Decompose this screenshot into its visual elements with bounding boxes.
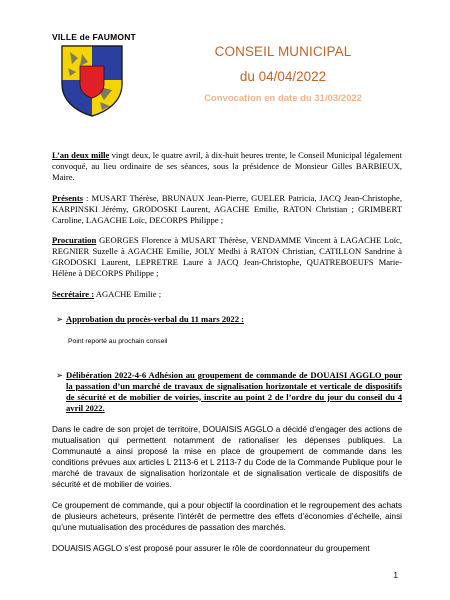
agenda-point-2-title: Délibération 2022-4-6 Adhésion au groupement de commande de DOUAISI AGGLO pour la passation d’un marché de travaux de signalisation horizontale et verticale de dispositifs de sécurité et de mobilier de voiries, inscrite au point 2 de l’ordre du jour du conseil du 4 avril 2022. <box>66 369 402 413</box>
page-number: 1 <box>393 571 398 580</box>
agenda-point-1-title: Approbation du procès-verbal du 11 mars 2022 : <box>66 313 245 324</box>
presents-label: Présents <box>52 192 84 203</box>
coat-of-arms-logo <box>60 44 124 118</box>
body-paragraph-3: DOUAISIS AGGLO s’est proposé pour assurer le rôle de coordonnateur du groupement <box>52 543 370 553</box>
intro-lead: L’an deux mille <box>52 150 110 160</box>
intro-paragraph <box>52 150 402 183</box>
document-header <box>0 0 450 130</box>
presents-paragraph <box>52 193 402 226</box>
secretaire-label: Secrétaire : <box>52 289 95 300</box>
agenda-point-1 <box>56 314 402 325</box>
title-block <box>188 44 378 104</box>
intro-text: vingt deux, le quatre avril, à dix-huit heures trente, le Conseil Municipal légalement convoqué, au lieu ordinaire de ses séances, sous la présidence de Monsieur Gilles BARBIEUX, Maire. <box>52 150 402 182</box>
secretaire-paragraph <box>52 289 402 300</box>
town-name: VILLE de FAUMONT <box>52 32 136 42</box>
convocation-date: Convocation en date du 31/03/2022 <box>204 93 362 104</box>
arrow-bullet-icon: ➢ <box>56 313 64 324</box>
arrow-bullet-icon: ➢ <box>56 369 64 380</box>
agenda-point-2 <box>56 370 402 414</box>
document-title: CONSEIL MUNICIPAL <box>214 44 352 59</box>
agenda-point-1-note: Point reporté au prochain conseil <box>68 337 168 345</box>
procuration-label: Procuration <box>52 235 97 246</box>
procuration-paragraph <box>52 235 402 279</box>
body-paragraph-2: Ce groupement de commande, qui a pour objectif la coordination et le regroupement des achats de plusieurs acheteurs, présente l’intérêt de permettre des effets d’économies d’échelle, ainsi qu’une mutualisation des procédures de passation des marchés. <box>52 500 402 532</box>
presents-list: : MUSART Thérèse, BRUNAUX Jean-Pierre, GUELER Patricia, JACQ Jean-Christophe, KARPINSKI Jérémy, GRODOSKI Laurent, AGACHE Emilie, RATON Christian ; GRIMBERT Caroline, LAGACHE Loïc, DECORPS Philippe ; <box>52 192 402 225</box>
procuration-list: GEORGES Florence à MUSART Thérèse, VENDAMME Vincent à LAGACHE Loïc, REGNIER Suzelle à AGACHE Emilie, JOLY Medhi à RATON Christian, CATILLON Sandrine à GRODOSKI Laurent, LEPRETRE Laure à JACQ Jean-Christophe, QUATREBOEUFS Marie-Hélène à DECORPS Philippe ; <box>52 235 402 279</box>
secretaire-name: AGACHE Emilie ; <box>94 289 162 300</box>
meeting-date: du 04/04/2022 <box>239 69 327 84</box>
document-body <box>52 150 402 564</box>
body-paragraph-1: Dans le cadre de son projet de territoire, DOUAISIS AGGLO a décidé d’engager des actions de mutualisation qui permettent notamment de rationaliser les dépenses publiques. La Communauté a ainsi proposé la mise en place de groupement de commande dans les conditions prévues aux articles L 2113-6 et L 2113-7 du Code de la Commande Publique pour le marché de travaux de signalisation horizontale et de signalisation verticale de dispositifs de sécurité et de mobilier de voiries. <box>52 425 402 489</box>
